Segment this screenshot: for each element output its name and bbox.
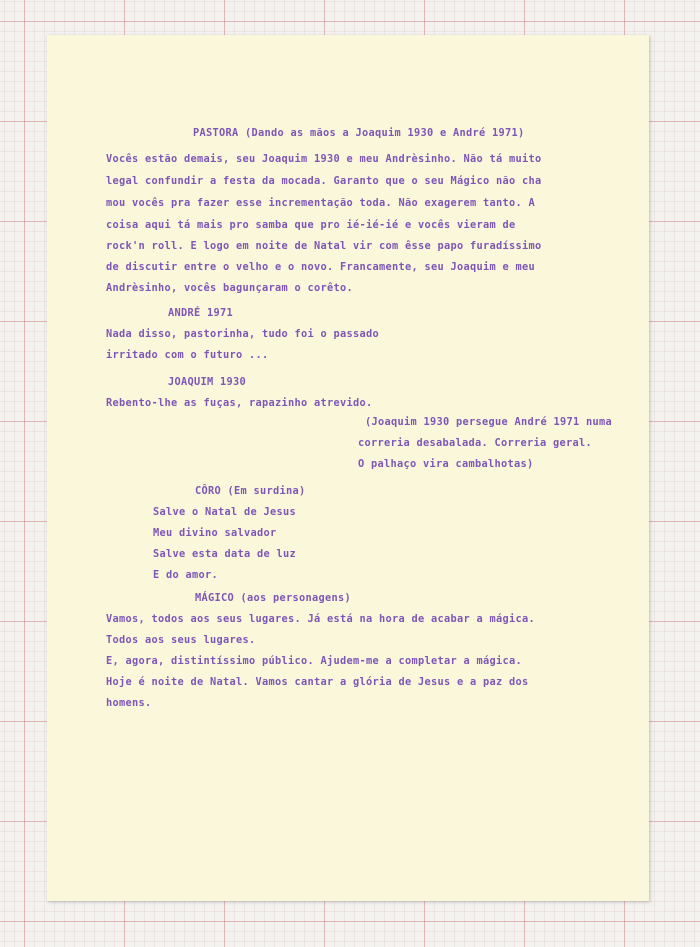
joaquim-stage-direction-1: (Joaquim 1930 persegue André 1971 numa	[365, 416, 612, 428]
pastora-heading: PASTORA (Dando as mãos a Joaquim 1930 e André 1971)	[193, 127, 525, 139]
joaquim-line: Rebento-lhe as fuças, rapazinho atrevido.	[106, 397, 373, 409]
coro-heading: CÔRO (Em surdina)	[195, 485, 306, 497]
pastora-line-3: mou vocês pra fazer esse incrementação toda. Não exagerem tanto. A	[106, 197, 535, 209]
pastora-line-2: legal confundir a festa da mocada. Garanto que o seu Mágico não cha	[106, 175, 542, 187]
magico-line-1: Vamos, todos aos seus lugares. Já está na hora de acabar a mágica.	[106, 613, 535, 625]
magico-line-4: Hoje é noite de Natal. Vamos cantar a glória de Jesus e a paz dos	[106, 676, 529, 688]
joaquim-heading: JOAQUIM 1930	[168, 376, 246, 388]
coro-line-2: Meu divino salvador	[153, 527, 277, 539]
coro-line-1: Salve o Natal de Jesus	[153, 506, 296, 518]
coro-line-3: Salve esta data de luz	[153, 548, 296, 560]
typewritten-page	[47, 35, 649, 901]
pastora-line-1: Vocês estão demais, seu Joaquim 1930 e meu Andrèsinho. Não tá muito	[106, 153, 542, 165]
andre-heading: ANDRÉ 1971	[168, 307, 233, 319]
pastora-line-5: rock'n roll. E logo em noite de Natal vir com êsse papo furadíssimo	[106, 240, 542, 252]
coro-line-4: E do amor.	[153, 569, 218, 581]
pastora-line-4: coisa aqui tá mais pro samba que pro ié-ié-ié e vocês vieram de	[106, 219, 516, 231]
magico-line-3: E, agora, distintíssimo público. Ajudem-me a completar a mágica.	[106, 655, 522, 667]
joaquim-stage-direction-2: correria desabalada. Correria geral.	[358, 437, 592, 449]
joaquim-stage-direction-3: O palhaço vira cambalhotas)	[358, 458, 534, 470]
magico-line-2: Todos aos seus lugares.	[106, 634, 256, 646]
pastora-line-7: Andrèsinho, vocês bagunçaram o corêto.	[106, 282, 353, 294]
andre-line-1: Nada disso, pastorinha, tudo foi o passado	[106, 328, 379, 340]
andre-line-2: irritado com o futuro ...	[106, 349, 269, 361]
magico-line-5: homens.	[106, 697, 152, 709]
pastora-line-6: de discutir entre o velho e o novo. Francamente, seu Joaquim e meu	[106, 261, 535, 273]
magico-heading: MÁGICO (aos personagens)	[195, 592, 351, 604]
